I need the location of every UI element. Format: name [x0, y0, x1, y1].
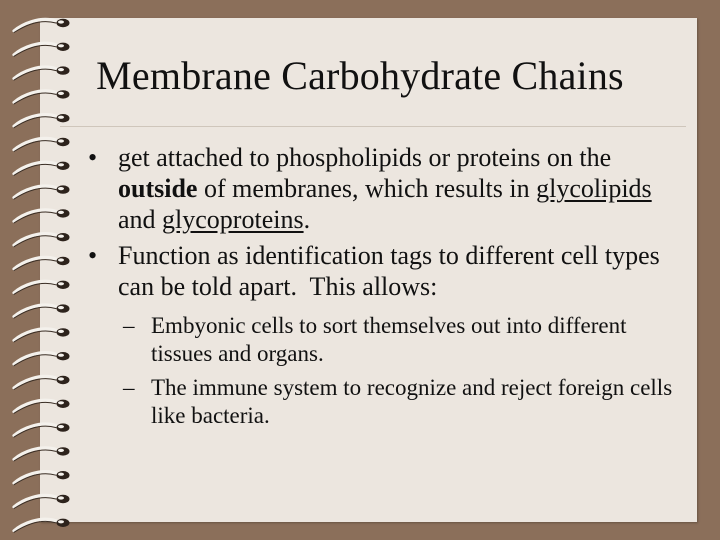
binding-ring-icon	[14, 209, 70, 223]
bullet-text-part: get attached to phospholipids or proteins on the	[118, 143, 612, 172]
binding-ring-icon	[14, 376, 70, 390]
binding-ring-icon	[14, 19, 70, 33]
binding-ring-icon	[14, 138, 70, 152]
binding-ring-icon	[14, 519, 70, 533]
bullet-text-part: Function as identification tags to different cell types can be told apart. This allows:	[118, 241, 667, 301]
binding-ring-icon	[14, 304, 70, 318]
binding-ring-icon	[14, 328, 70, 342]
bullet-item	[88, 142, 688, 235]
binding-ring-icon	[14, 162, 70, 176]
sub-bullet-text: The immune system to recognize and reject foreign cells like bacteria.	[151, 375, 673, 428]
binding-ring-icon	[14, 257, 70, 271]
bullet-item	[88, 240, 688, 302]
bullet-text-underlined: glycolipids	[536, 174, 652, 203]
binding-ring-icon	[14, 495, 70, 509]
binding-ring-icon	[14, 400, 70, 414]
binding-ring-icon	[14, 233, 70, 247]
sub-bullet-item	[123, 374, 688, 430]
binding-ring-icon	[14, 281, 70, 295]
binding-ring-icon	[14, 185, 70, 199]
bullet-text-part: and	[118, 205, 163, 234]
slide-content	[88, 142, 688, 436]
sub-bullet-marker: –	[123, 313, 135, 338]
binding-ring-icon	[14, 423, 70, 437]
bullet-text-part: .	[303, 205, 311, 234]
sub-bullet-item	[123, 312, 688, 368]
binding-ring-icon	[14, 447, 70, 461]
bullet-text-underlined: glycoproteins	[162, 205, 304, 234]
bullet-marker: •	[88, 143, 98, 172]
binding-ring-icon	[14, 352, 70, 366]
slide-title: Membrane Carbohydrate Chains	[96, 53, 624, 98]
binding-ring-icon	[14, 471, 70, 485]
bullet-text-part: of membranes, which results in	[197, 174, 537, 203]
bullet-text-bold: outside	[118, 174, 198, 203]
sub-bullet-text: Embyonic cells to sort themselves out into different tissues and organs.	[151, 313, 627, 366]
bullet-marker: •	[88, 241, 98, 270]
sub-bullet-marker: –	[123, 375, 135, 400]
title-divider	[60, 126, 686, 127]
sub-bullet-list	[88, 312, 688, 430]
